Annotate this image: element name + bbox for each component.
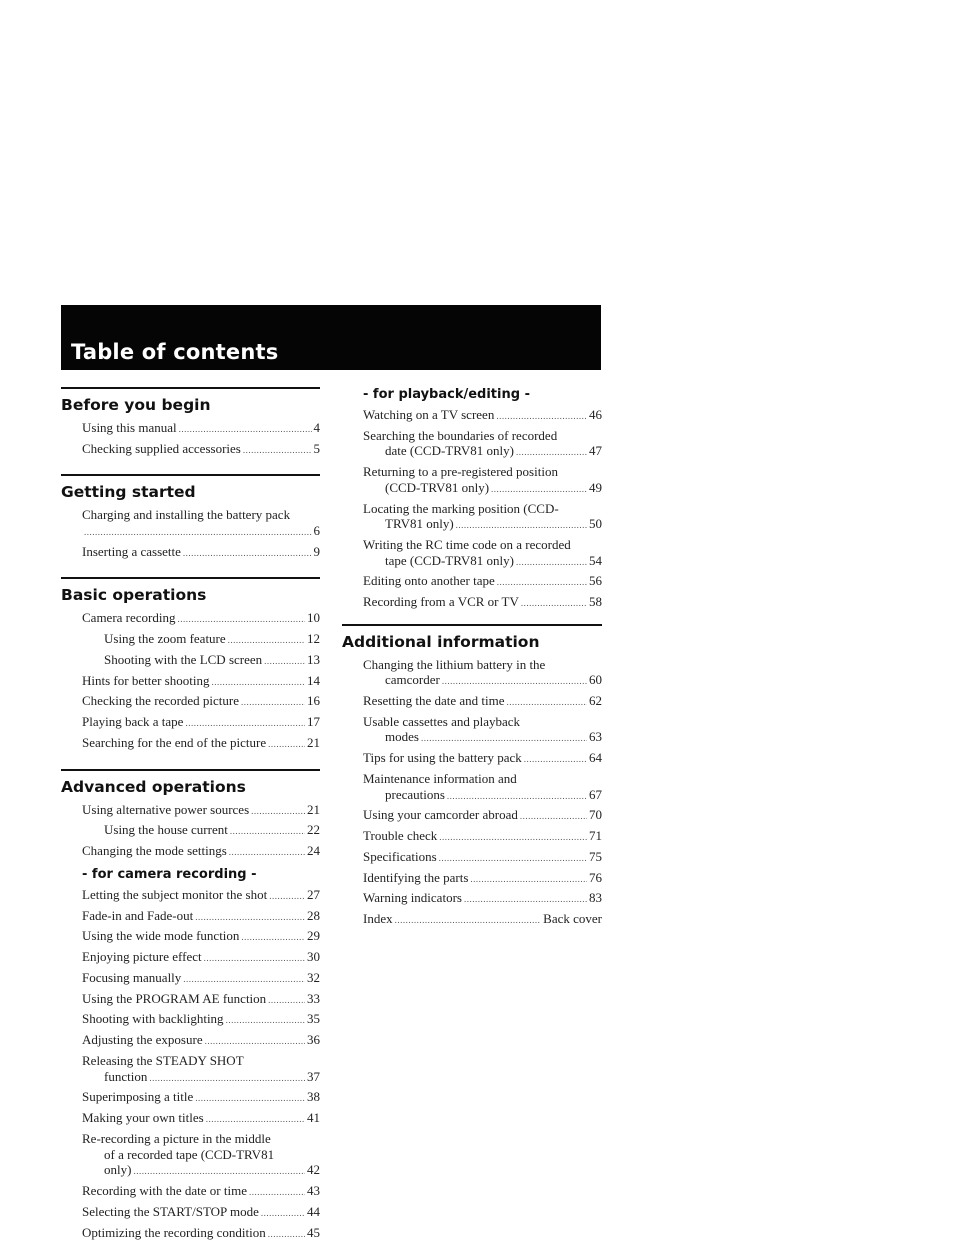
toc-entry[interactable]	[61, 908, 320, 926]
toc-entry-page: 13	[307, 651, 320, 667]
toc-entry-text: Camera recording	[82, 610, 176, 626]
toc-entry-page: 16	[307, 693, 320, 709]
toc-entry[interactable]	[342, 407, 602, 425]
toc-entry-text-cont: date (CCD-TRV81 only)	[385, 443, 514, 459]
section-before-you-begin	[61, 387, 320, 458]
leader-dots	[211, 675, 305, 691]
toc-entry-text: Checking supplied accessories	[82, 440, 241, 456]
toc-entry-page: 17	[307, 714, 320, 730]
toc-entry-text: Hints for better shooting	[82, 672, 210, 688]
toc-entry-text: Tips for using the battery pack	[363, 750, 522, 766]
leader-dots	[230, 824, 305, 840]
toc-entry-text: Selecting the START/STOP mode	[82, 1203, 259, 1219]
toc-entry-page: 27	[307, 886, 320, 902]
toc-entry-page: 24	[307, 843, 320, 859]
leader-dots	[464, 892, 587, 908]
toc-entry-page: 30	[307, 949, 320, 965]
toc-entry-page: 83	[589, 890, 602, 906]
toc-entry-page: 60	[589, 672, 602, 688]
toc-entry-page: 44	[307, 1203, 320, 1219]
subsection-title: - for playback/editing -	[363, 387, 530, 402]
toc-entry[interactable]	[61, 544, 320, 562]
toc-entry-text: Resetting the date and time	[363, 693, 505, 709]
toc-entry[interactable]	[61, 802, 320, 820]
toc-entry-text: Maintenance information and	[363, 770, 517, 786]
toc-entry-page: 64	[589, 750, 602, 766]
toc-entry-text: Warning indicators	[363, 890, 462, 906]
toc-entry-text: Fade-in and Fade-out	[82, 907, 194, 923]
toc-entry[interactable]	[342, 828, 602, 846]
toc-entry[interactable]	[61, 610, 320, 628]
section-playback-editing	[342, 387, 602, 612]
leader-dots	[268, 993, 305, 1009]
leader-dots	[195, 910, 305, 926]
toc-entry-text: Optimizing the recording condition	[82, 1224, 266, 1240]
toc-entry-text: Writing the RC time code on a recorded	[363, 536, 571, 552]
leader-dots	[421, 731, 587, 747]
toc-entry[interactable]	[342, 714, 602, 747]
toc-entry-text: Shooting with backlighting	[82, 1011, 224, 1027]
section-title: Basic operations	[61, 586, 207, 605]
leader-dots	[243, 443, 312, 459]
leader-dots	[261, 1206, 305, 1222]
toc-entry-text: Focusing manually	[82, 969, 182, 985]
toc-entry-page: 75	[589, 848, 602, 864]
toc-entry-page: 38	[307, 1089, 320, 1105]
toc-entry-text-cont: (CCD-TRV81 only)	[385, 479, 490, 495]
leader-dots	[439, 851, 587, 867]
page-title: Table of contents	[71, 340, 279, 364]
toc-entry-page: 42	[307, 1162, 320, 1178]
toc-entry[interactable]	[61, 1089, 320, 1107]
toc-entry-text: Specifications	[363, 848, 437, 864]
toc-entry[interactable]	[342, 594, 602, 612]
toc-entry[interactable]	[61, 928, 320, 946]
toc-entry[interactable]	[61, 887, 320, 905]
leader-dots	[205, 1034, 305, 1050]
toc-entry-text: Using the wide mode function	[82, 928, 240, 944]
toc-entry-text: Using the PROGRAM AE function	[82, 990, 267, 1006]
toc-list	[61, 420, 320, 458]
toc-entry[interactable]	[61, 1225, 320, 1243]
leader-dots	[497, 575, 587, 591]
toc-entry[interactable]	[61, 1131, 320, 1180]
toc-entry[interactable]	[61, 1032, 320, 1050]
toc-entry-text: Usable cassettes and playback	[363, 713, 521, 729]
toc-entry-text: Using the zoom feature	[104, 631, 226, 647]
toc-entry[interactable]	[61, 1183, 320, 1201]
toc-entry-page: 58	[589, 594, 602, 610]
leader-dots	[179, 422, 312, 438]
toc-entry-text: Checking the recorded picture	[82, 693, 240, 709]
toc-entry-text: Editing onto another tape	[363, 573, 495, 589]
toc-entry-text: Letting the subject monitor the shot	[82, 886, 268, 902]
leader-dots	[439, 830, 587, 846]
toc-entry-text: Enjoying picture effect	[82, 949, 202, 965]
toc-entry[interactable]	[61, 693, 320, 711]
toc-entry[interactable]	[342, 537, 602, 570]
toc-entry-text: Using alternative power sources	[82, 801, 250, 817]
toc-entry-page: 46	[589, 407, 602, 422]
toc-entry-text: Index	[363, 911, 393, 927]
toc-entry[interactable]	[61, 420, 320, 438]
section-title: Before you begin	[61, 396, 211, 414]
toc-entry-text-cont: function	[104, 1068, 148, 1084]
toc-entry-text: Returning to a pre-registered position	[363, 464, 558, 480]
leader-dots	[241, 695, 305, 711]
leader-dots	[520, 809, 587, 825]
toc-entry[interactable]	[342, 693, 602, 711]
toc-entry-text: Trouble check	[363, 828, 438, 844]
toc-entry[interactable]	[342, 428, 602, 461]
toc-entry[interactable]	[61, 652, 320, 670]
toc-entry-page: 67	[589, 786, 602, 802]
toc-entry-text-cont: tape (CCD-TRV81 only)	[385, 552, 514, 568]
toc-entry-text: Inserting a cassette	[82, 543, 181, 559]
leader-dots	[524, 752, 587, 768]
toc-entry-text: Playing back a tape	[82, 714, 184, 730]
toc-entry-page: 5	[313, 440, 320, 456]
toc-entry-text: Charging and installing the battery pack	[82, 507, 291, 523]
toc-entry-page: 21	[307, 801, 320, 817]
leader-dots	[185, 716, 305, 732]
toc-entry-text: Searching for the end of the picture	[82, 735, 267, 751]
toc-entry-text: Adjusting the exposure	[82, 1032, 203, 1048]
toc-entry-page: 43	[307, 1182, 320, 1198]
left-column	[61, 387, 320, 1258]
toc-entry[interactable]	[342, 464, 602, 497]
toc-entry[interactable]	[61, 991, 320, 1009]
toc-entry[interactable]	[342, 573, 602, 591]
toc-entry[interactable]	[61, 714, 320, 732]
leader-dots	[228, 633, 305, 649]
toc-entry-text: Searching the boundaries of recorded	[363, 427, 558, 443]
toc-entry[interactable]	[342, 750, 602, 768]
toc-entry-text: Using this manual	[82, 420, 177, 435]
toc-entry[interactable]	[342, 870, 602, 888]
toc-entry-text: Shooting with the LCD screen	[104, 651, 263, 667]
toc-entry[interactable]	[61, 1204, 320, 1222]
toc-entry[interactable]	[61, 1011, 320, 1029]
toc-entry-text-cont: precautions	[385, 786, 445, 802]
toc-entry-page: 41	[307, 1110, 320, 1126]
toc-entry-text: Watching on a TV screen	[363, 407, 495, 422]
toc-entry-text: Recording from a VCR or TV	[363, 594, 519, 610]
toc-entry-page: 63	[589, 729, 602, 745]
toc-entry[interactable]	[61, 949, 320, 967]
leader-dots	[249, 1185, 305, 1201]
toc-entry-text: Changing the mode settings	[82, 843, 227, 859]
toc-list	[342, 407, 602, 612]
toc-entry-text-cont: TRV81 only)	[385, 516, 454, 532]
toc-entry-page: 32	[307, 969, 320, 985]
toc-entry-text: Recording with the date or time	[82, 1182, 247, 1198]
toc-entry[interactable]	[342, 911, 602, 929]
toc-entry[interactable]	[342, 657, 602, 690]
toc-entry[interactable]	[61, 507, 320, 540]
toc-entry-text: Re-recording a picture in the middle	[82, 1130, 271, 1146]
toc-entry-page: 9	[313, 543, 320, 559]
toc-entry-text-cont: of a recorded tape (CCD-TRV81	[104, 1146, 275, 1162]
toc-entry-text: Releasing the STEADY SHOT	[82, 1053, 244, 1069]
toc-entry[interactable]	[61, 970, 320, 988]
toc-entry[interactable]	[61, 735, 320, 753]
toc-entry-page: 14	[307, 672, 320, 688]
leader-dots	[133, 1164, 305, 1180]
toc-entry-text-cont: only)	[104, 1162, 132, 1178]
toc-entry-page: 47	[589, 443, 602, 459]
toc-entry-text: Changing the lithium battery in the	[363, 656, 546, 672]
toc-entry-text: Making your own titles	[82, 1110, 204, 1126]
toc-entry[interactable]	[342, 849, 602, 867]
leader-dots	[149, 1071, 305, 1087]
toc-entry[interactable]	[342, 501, 602, 534]
toc-entry[interactable]	[61, 843, 320, 861]
leader-dots	[442, 674, 587, 690]
leader-dots	[183, 546, 312, 562]
section-title: Additional information	[342, 632, 540, 651]
toc-entry-page: 21	[307, 735, 320, 751]
toc-list	[342, 657, 602, 929]
leader-dots	[269, 889, 305, 905]
toc-entry[interactable]	[61, 1053, 320, 1086]
leader-dots	[516, 445, 587, 461]
toc-list	[61, 507, 320, 561]
leader-dots	[456, 518, 587, 534]
leader-dots	[204, 951, 305, 967]
leader-dots	[268, 1227, 305, 1243]
section-title: Advanced operations	[61, 777, 246, 796]
toc-entry-text-cont: modes	[385, 729, 419, 745]
toc-entry-page: 36	[307, 1032, 320, 1048]
leader-dots	[183, 972, 305, 988]
toc-entry-text-cont: camcorder	[385, 672, 440, 688]
toc-entry-page: 37	[307, 1068, 320, 1084]
toc-entry-text: Superimposing a title	[82, 1089, 194, 1105]
leader-dots	[268, 737, 305, 753]
toc-entry-page: 12	[307, 631, 320, 647]
toc-entry-page: 56	[589, 573, 602, 589]
toc-entry-page: 29	[307, 928, 320, 944]
toc-list	[61, 610, 320, 752]
toc-entry-page: 50	[589, 516, 602, 532]
toc-entry-page: 62	[589, 693, 602, 709]
leader-dots	[226, 1013, 305, 1029]
leader-dots	[516, 555, 587, 571]
toc-entry-text: Using your camcorder abroad	[363, 807, 518, 823]
toc-entry-page: 33	[307, 990, 320, 1006]
toc-entry-page: 45	[307, 1224, 320, 1240]
toc-entry[interactable]	[342, 771, 602, 804]
leader-dots	[241, 930, 305, 946]
toc-entry-text: Identifying the parts	[363, 869, 469, 885]
toc-entry[interactable]	[61, 1110, 320, 1128]
toc-entry-page: 6	[313, 522, 320, 538]
toc-entry-text: Using the house current	[104, 822, 228, 838]
section-additional-information	[342, 624, 602, 929]
toc-entry-page: 70	[589, 807, 602, 823]
toc-entry-page: 4	[313, 420, 320, 435]
leader-dots	[177, 612, 305, 628]
toc-entry-page: 76	[589, 869, 602, 885]
section-getting-started	[61, 474, 320, 561]
toc-entry-page: 28	[307, 907, 320, 923]
leader-dots	[496, 409, 587, 425]
toc-entry[interactable]	[61, 822, 320, 840]
toc-entry-page: 10	[307, 610, 320, 626]
leader-dots	[229, 845, 305, 861]
toc-entry-page: Back cover	[543, 911, 602, 927]
toc-list	[61, 802, 320, 861]
toc-entry[interactable]	[61, 441, 320, 459]
subsection-title: - for camera recording -	[82, 866, 257, 882]
leader-dots	[264, 654, 305, 670]
toc-entry[interactable]	[61, 631, 320, 649]
title-banner	[61, 305, 601, 370]
toc-entry-text: Locating the marking position (CCD-	[363, 500, 559, 516]
leader-dots	[251, 804, 305, 820]
toc-entry-page: 49	[589, 479, 602, 495]
leader-dots	[470, 872, 587, 888]
toc-entry[interactable]	[342, 890, 602, 908]
leader-dots	[447, 789, 587, 805]
toc-entry[interactable]	[61, 673, 320, 691]
leader-dots	[507, 695, 587, 711]
section-advanced-operations	[61, 769, 320, 1242]
leader-dots	[206, 1112, 305, 1128]
toc-entry-page: 35	[307, 1011, 320, 1027]
leader-dots	[84, 525, 312, 541]
section-title: Getting started	[61, 483, 196, 502]
leader-dots	[521, 596, 587, 612]
toc-list	[61, 887, 320, 1242]
leader-dots	[395, 913, 542, 929]
toc-entry-page: 71	[589, 828, 602, 844]
right-column	[342, 387, 602, 945]
toc-entry-page: 22	[307, 822, 320, 838]
leader-dots	[491, 482, 587, 498]
leader-dots	[195, 1091, 305, 1107]
toc-entry[interactable]	[342, 807, 602, 825]
section-basic-operations	[61, 577, 320, 752]
toc-entry-page: 54	[589, 552, 602, 568]
